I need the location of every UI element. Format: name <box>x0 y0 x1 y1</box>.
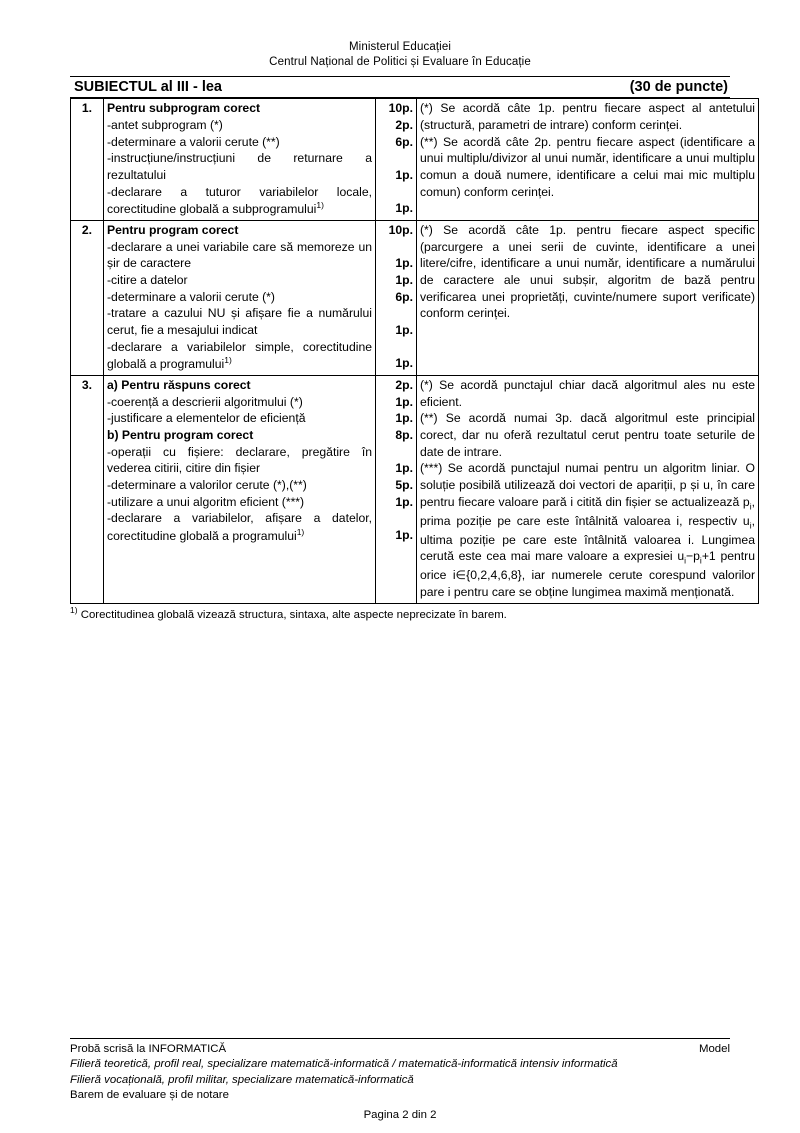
points-value <box>379 510 413 527</box>
criteria-line-text: -declarare a variabilelor, afișare a datelor, corectitudine globală a programului <box>107 511 372 544</box>
obs-part-2: , prima poziție pe care este întâlnită valoarea i, respectiv u <box>420 494 755 528</box>
points-value: 1p. <box>395 394 413 409</box>
observation-text-efficient <box>420 460 755 600</box>
points-value: 6p. <box>395 289 413 304</box>
points-value: 1p. <box>395 461 413 476</box>
points-value: 1p. <box>395 323 413 338</box>
center-line: Centrul Național de Politici și Evaluare în Educație <box>269 55 531 68</box>
criteria-line: -justificare a elementelor de eficiență <box>107 411 306 426</box>
criteria-line <box>107 510 372 544</box>
row-points <box>376 221 417 376</box>
criteria-line: -instrucțiune/instrucțiuni de returnare a rezultatului <box>107 151 372 183</box>
points-value <box>379 150 413 167</box>
points-value <box>379 239 413 256</box>
criteria-line: -antet subprogram (*) <box>107 118 223 133</box>
document-header <box>0 0 800 69</box>
subject-title: SUBIECTUL al III - lea <box>74 79 222 96</box>
points-value: 1p. <box>395 494 413 509</box>
table-row <box>71 376 759 604</box>
observation-text: (**) Se acordă câte 2p. pentru fiecare aspect (identificare a unui multiplu/divizor al unui număr, identificare a unui multiplu comun a două numere, identificare a celui mai mic multiplu comun) conform cerinței. <box>420 134 755 199</box>
criteria-line: -declarare a unei variabile care să memoreze un șir de caractere <box>107 239 372 271</box>
points-value: 1p. <box>395 411 413 426</box>
points-value <box>379 444 413 461</box>
criteria-line: -coerență a descrierii algoritmului (*) <box>107 394 303 409</box>
criteria-line: -operații cu fișiere: declarare, pregătire în vederea citirii, citire din fișier <box>107 444 372 476</box>
table-row <box>71 99 759 221</box>
points-value: 6p. <box>395 134 413 149</box>
points-value: 2p. <box>395 378 413 393</box>
page-footer <box>70 1038 730 1123</box>
points-value: 10p. <box>388 101 413 116</box>
criteria-line: -determinare a valorii cerute (**) <box>107 134 280 149</box>
criteria-line: -utilizare a unui algoritm eficient (***) <box>107 494 305 509</box>
points-value: 8p. <box>395 428 413 443</box>
row-criteria <box>104 376 376 604</box>
criteria-line <box>107 339 372 373</box>
row-criteria <box>104 221 376 376</box>
criteria-title: Pentru subprogram corect <box>107 101 261 116</box>
row-number: 1. <box>71 99 104 221</box>
model-label: Model <box>698 1043 730 1056</box>
criteria-line-text: -declarare a variabilelor simple, corectitudine globală a programului <box>107 339 372 372</box>
subscript-i: i <box>699 555 702 566</box>
criteria-title-a: a) Pentru răspuns corect <box>107 378 251 393</box>
ministry-line: Ministerul Educației <box>348 41 451 53</box>
obs-part-1: (***) Se acordă punctajul numai pentru un algoritm liniar. O soluție posibilă utilizează doi vectori de apariții, p și u, în care pentru fiecare valoare pară i citită din fișier se actualizează p <box>420 461 755 509</box>
criteria-title: Pentru program corect <box>107 223 239 238</box>
observation-text: (*) Se acordă punctajul chiar dacă algoritmul ales nu este eficient. <box>420 378 755 409</box>
points-value <box>379 305 413 322</box>
subscript-i: i <box>684 555 687 566</box>
row-points <box>376 99 417 221</box>
criteria-line: -determinare a valorii cerute (*) <box>107 289 275 304</box>
points-value: 2p. <box>395 118 413 133</box>
row-number: 2. <box>71 221 104 376</box>
subject-points: (30 de puncte) <box>629 79 728 96</box>
footer-barem-line: Barem de evaluare și de notare <box>70 1088 229 1101</box>
points-value <box>379 184 413 201</box>
criteria-line: -citire a datelor <box>107 273 188 288</box>
points-value: 1p. <box>395 168 413 183</box>
points-value: 1p. <box>395 527 413 542</box>
footer-row-top <box>70 1042 730 1057</box>
footnote-marker: 1) <box>224 355 232 366</box>
page-number: Pagina 2 din 2 <box>363 1108 437 1121</box>
criteria-line: -determinare a valorilor cerute (*),(**) <box>107 478 307 492</box>
points-value <box>379 339 413 356</box>
footer-track-line-2: Filieră vocațională, profil militar, specializare matematică-informatică <box>70 1073 414 1086</box>
points-value: 1p. <box>395 256 413 271</box>
subscript-i: i <box>749 501 752 512</box>
obs-part-3: , ultima poziție pe care este întâlnită valoarea i. Lungimea cerută este cea mai mare valoare a expresiei u <box>420 513 755 564</box>
criteria-line-text: -declarare a tuturor variabilelor locale, corectitudine globală a subprogramului <box>107 184 372 217</box>
observation-text: (**) Se acordă numai 3p. dacă algoritmul este principial corect, dar nu oferă rezultatul cerut pentru toate seturile de date de intrare. <box>420 411 755 459</box>
criteria-line <box>107 184 372 218</box>
footnote-marker: 1) <box>316 200 324 211</box>
table-footnote <box>70 605 730 621</box>
row-number: 3. <box>71 376 104 604</box>
observation-text: (*) Se acordă câte 1p. pentru fiecare aspect al antetului (structură, parametri de intrare) conform cerinței. <box>420 101 755 133</box>
row-observations <box>417 221 759 376</box>
subject-bar <box>70 76 730 98</box>
footnote-marker: 1) <box>70 604 78 615</box>
row-points <box>376 376 417 604</box>
footnote-text: Corectitudinea globală vizează structura, sintaxa, alte aspecte neprecizate în barem. <box>77 608 507 621</box>
points-value: 1p. <box>395 273 413 288</box>
observation-text: (*) Se acordă câte 1p. pentru fiecare aspect specific (parcurgere a unei serii de cuvinte, identificare a unei litere/cifre, identificare a unui număr, identificare a numărului de caractere ale unui subșir, algoritm de bază pentru verificarea unei proprietăți, cuvinte/numere suport verificate) conform cerinței. <box>420 223 755 321</box>
criteria-title-b: b) Pentru program corect <box>107 428 254 443</box>
points-value: 5p. <box>395 478 413 492</box>
criteria-line: -tratare a cazului NU și afișare fie a numărului cerut, fie a mesajului indicat <box>107 306 372 338</box>
obs-part-5: +1 pentru orice i∈{0,2,4,6,8}, iar numerele cerute corespund valorilor pare i pentru care se obține lungimea maximă menționată. <box>420 549 755 600</box>
row-criteria <box>104 99 376 221</box>
points-value: 1p. <box>395 356 413 371</box>
footer-track-line-1: Filieră teoretică, profil real, specializare matematică-informatică / matematică-informatică intensiv informatică <box>70 1058 618 1071</box>
table-row <box>71 221 759 376</box>
grading-table <box>70 98 759 603</box>
row-observations <box>417 99 759 221</box>
subscript-i: i <box>749 520 752 531</box>
points-value: 1p. <box>395 201 413 216</box>
points-value: 10p. <box>388 223 413 238</box>
footnote-marker: 1) <box>296 526 305 537</box>
row-observations <box>417 376 759 604</box>
exam-name: Probă scrisă la INFORMATICĂ <box>70 1043 227 1056</box>
obs-part-4: −p <box>686 549 700 564</box>
